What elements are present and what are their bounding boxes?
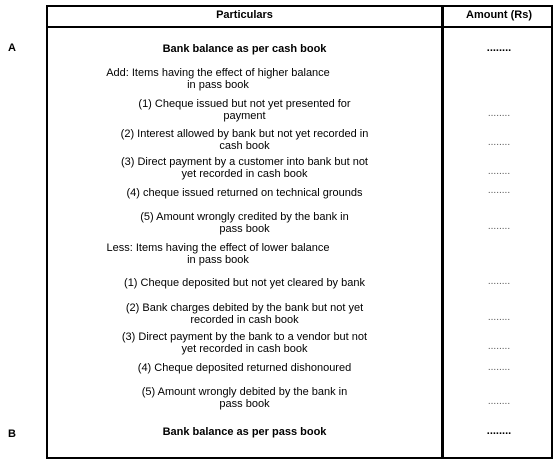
row-text: (2) Interest allowed by bank but not yet recorded in — [120, 128, 369, 140]
row-text: (1) Cheque issued but not yet presented for — [138, 98, 351, 110]
table-row — [48, 98, 441, 122]
row-text: recorded in cash book — [190, 314, 299, 326]
row-text: Bank balance as per pass book — [162, 426, 327, 438]
row-text: (1) Cheque deposited but not yet cleared by bank — [124, 277, 365, 289]
row-text: (4) Cheque deposited returned dishonoured — [137, 362, 352, 374]
row-text: (4) cheque issued returned on technical grounds — [126, 187, 363, 199]
table-row — [48, 331, 441, 355]
amount-value: ........ — [487, 185, 511, 196]
amount-value: ........ — [487, 341, 511, 352]
table-row — [48, 211, 441, 235]
table-row — [48, 277, 441, 289]
table-row — [48, 386, 441, 410]
amount-value: ........ — [487, 362, 511, 373]
row-text: Add: Items having the effect of higher balance — [106, 67, 330, 79]
amount-value: ........ — [487, 137, 511, 148]
section-heading-add — [48, 67, 388, 91]
header-particulars: Particulars — [216, 9, 273, 21]
table-row — [48, 302, 441, 326]
amount-value: ........ — [487, 166, 511, 177]
row-text: payment — [223, 110, 266, 122]
row-text: yet recorded in cash book — [181, 343, 308, 355]
amount-value: ........ — [486, 42, 512, 54]
row-text: pass book — [219, 398, 270, 410]
row-text: (3) Direct payment by the bank to a vendor but not — [121, 331, 368, 343]
row-text: (5) Amount wrongly credited by the bank in — [140, 211, 349, 223]
table-row-pass-book-balance — [48, 426, 441, 438]
row-text: cash book — [219, 140, 270, 152]
column-separator — [441, 5, 444, 459]
amount-value: ........ — [487, 396, 511, 407]
row-text: yet recorded in cash book — [181, 168, 308, 180]
row-text: Less: Items having the effect of lower balance — [106, 242, 330, 254]
table-row — [48, 362, 441, 374]
amount-value: ........ — [487, 221, 511, 232]
row-text: (3) Direct payment by a customer into bank but not — [120, 156, 368, 168]
table-row — [48, 187, 441, 199]
amount-value: ........ — [487, 276, 511, 287]
marker-b: B — [8, 428, 16, 440]
marker-a: A — [8, 42, 16, 54]
table-row — [48, 156, 441, 180]
amount-value: ........ — [487, 108, 511, 119]
row-text: in pass book — [187, 254, 249, 266]
amount-value: ........ — [486, 425, 512, 437]
section-heading-less — [48, 242, 388, 266]
row-text: in pass book — [187, 79, 249, 91]
table-row — [48, 128, 441, 152]
header-divider — [46, 26, 553, 28]
row-text: (2) Bank charges debited by the bank but not yet — [125, 302, 364, 314]
amount-value: ........ — [487, 312, 511, 323]
row-text: (5) Amount wrongly debited by the bank in — [141, 386, 348, 398]
table-row-cash-book-balance — [48, 43, 441, 55]
header-amount: Amount (Rs) — [466, 9, 532, 21]
row-text: pass book — [219, 223, 270, 235]
row-text: Bank balance as per cash book — [162, 43, 327, 55]
